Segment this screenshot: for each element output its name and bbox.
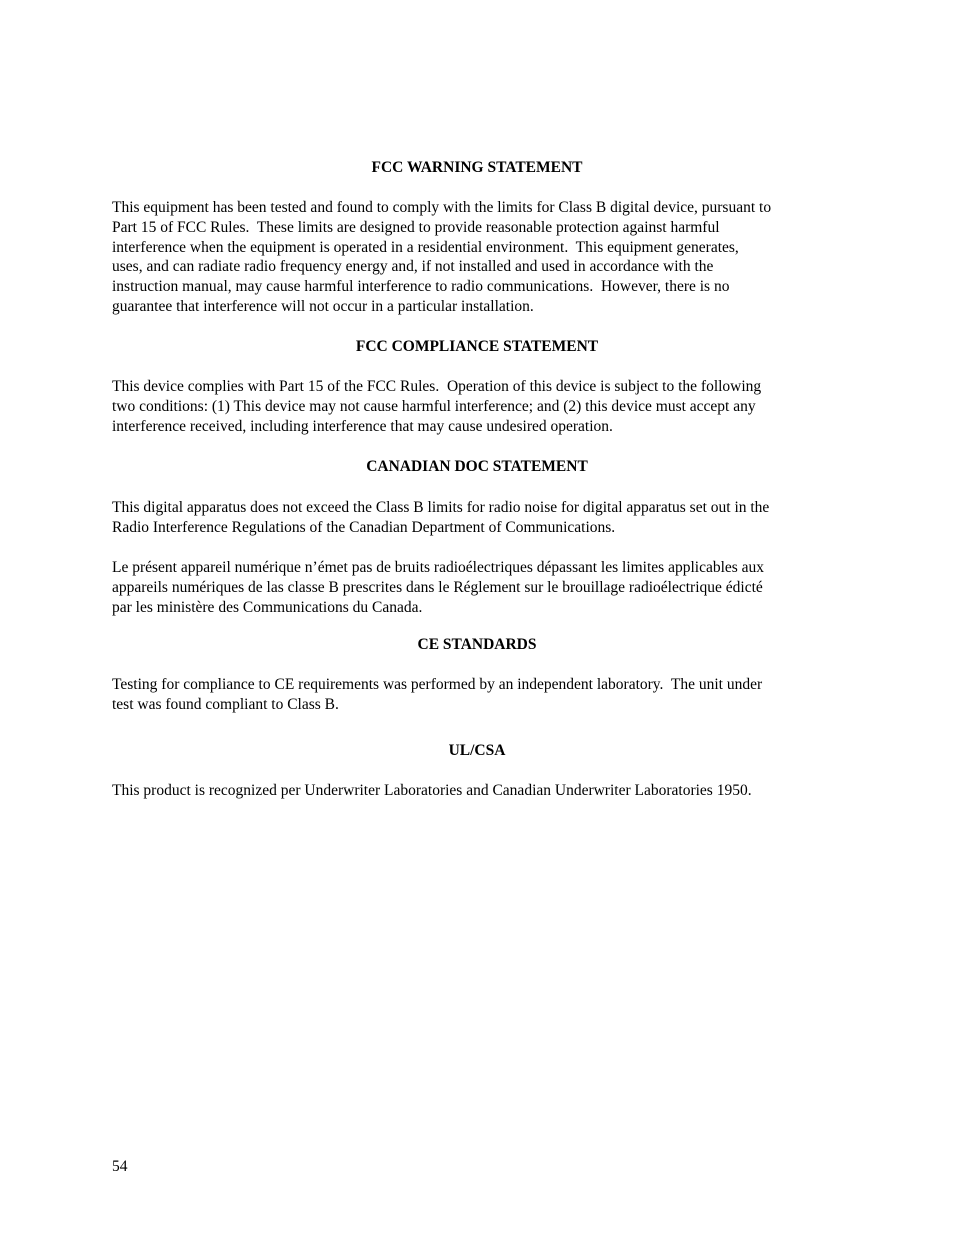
paragraph-fcc-warning <box>112 198 852 317</box>
text-line: appareils numériques de las classe B prescrites dans le Réglement sur le brouillage radioélectrique édicté <box>112 578 763 596</box>
text-line: Le présent appareil numérique n’émet pas de bruits radioélectriques dépassant les limites applicables aux <box>112 559 765 576</box>
text-line: two conditions: (1) This device may not cause harmful interference; and (2) this device must accept any <box>112 397 756 415</box>
text-line: interference received, including interference that may cause undesired operation. <box>112 417 613 435</box>
text-line: interference when the equipment is operated in a residential environment. This equipment generates, <box>112 238 739 256</box>
heading-ul-csa: UL/CSA <box>448 742 506 759</box>
heading-canadian-doc: CANADIAN DOC STATEMENT <box>366 458 588 475</box>
text-line: par les ministère des Communications du Canada. <box>112 598 423 616</box>
text-line: guarantee that interference will not occur in a particular installation. <box>112 297 534 315</box>
heading-ce-standards: CE STANDARDS <box>417 636 537 653</box>
paragraph-fcc-compliance <box>112 377 852 436</box>
heading-fcc-warning: FCC WARNING STATEMENT <box>371 159 583 176</box>
paragraph-canadian-doc-fr <box>112 558 852 617</box>
text-line: Radio Interference Regulations of the Canadian Department of Communications. <box>112 518 616 536</box>
text-line: This equipment has been tested and found to comply with the limits for Class B digital device, pursuant to <box>112 199 772 216</box>
page-number: 54 <box>112 1158 128 1175</box>
text-line: uses, and can radiate radio frequency energy and, if not installed and used in accordance with the <box>112 258 714 276</box>
paragraph-canadian-doc-en <box>112 498 852 538</box>
heading-fcc-compliance: FCC COMPLIANCE STATEMENT <box>355 338 599 355</box>
text-line: test was found compliant to Class B. <box>112 695 339 713</box>
text-line: Testing for compliance to CE requirements was performed by an independent laboratory. The unit under <box>112 676 763 693</box>
text-line: This device complies with Part 15 of the FCC Rules. Operation of this device is subject to the following <box>112 378 762 395</box>
text-line: This digital apparatus does not exceed the Class B limits for radio noise for digital apparatus set out in the <box>112 499 770 516</box>
paragraph-ce-standards <box>112 675 852 715</box>
text-line: instruction manual, may cause harmful interference to radio communications. However, there is no <box>112 278 730 296</box>
text-line: This product is recognized per Underwriter Laboratories and Canadian Underwriter Laboratories 1950. <box>112 782 752 799</box>
text-line: Part 15 of FCC Rules. These limits are designed to provide reasonable protection against harmful <box>112 218 720 236</box>
paragraph-ul-csa <box>112 781 852 801</box>
